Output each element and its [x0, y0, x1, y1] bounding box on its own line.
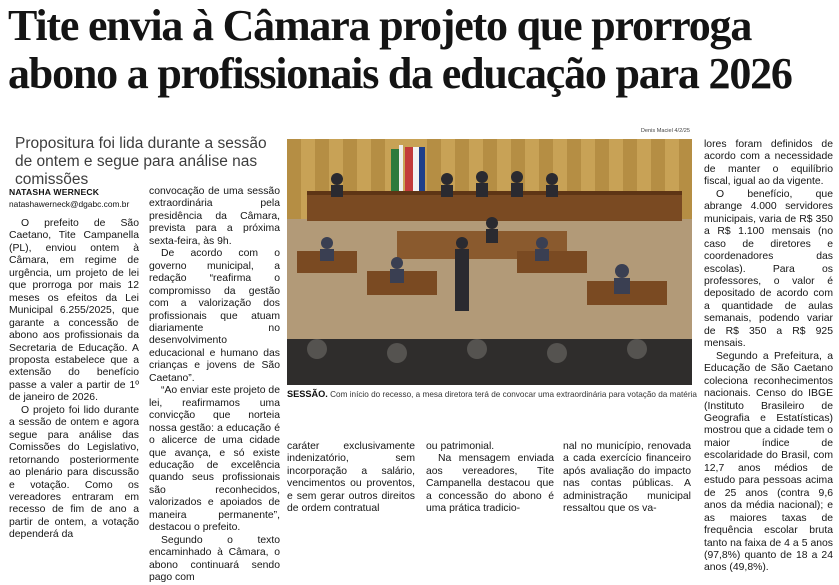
article-column-3: [287, 441, 415, 516]
paragraph: Segundo a Prefeitura, a Educação de São Caetano coleciona reconhecimentos nacionais. Censo do IBGE (Instituto Brasileiro de Geografia e Estatísticas) mostrou que a cidade tem o maior índice de escolaridade do Brasil, com 12,7 anos médios de estudo para pessoas acima de 25 anos (contra 9,6 anos da média nacional); e as maiores taxas de frequência escolar bruta tanto na faixa de 4 a 5 anos (97,8%) quanto de 18 a 24 anos (49,8%).: [704, 350, 833, 574]
paragraph: ou patrimonial.: [426, 441, 495, 452]
paragraph: De acordo com o governo municipal, a redação “reafirma o compromisso da gestão com a valorização dos profissionais que atuam diariamente no desenvolvimento educacional e humano das crianças e jovens de São Caetano”.: [149, 248, 280, 384]
photo-caption: [287, 389, 697, 400]
article-column-4: [426, 441, 554, 516]
headline: [8, 2, 834, 98]
paragraph: O prefeito de São Caetano, Tite Campanella (PL), enviou ontem à Câmara, em regime de urgência, um projeto de lei que prorroga por mais 12 meses os efeitos da Lei Municipal 6.255/2025, que garante a concessão de abono aos profissionais da Secretaria de Educação. A proposta estabelece que a extensão do benefício passe a valer a partir de 1º de janeiro de 2026.: [9, 218, 139, 404]
paragraph: caráter exclusivamente indenizatório, sem incorporação a salário, vencimentos ou proventos, e sem gerar outros direitos de ordem contratual: [287, 441, 415, 515]
paragraph: O benefício, que abrange 4.000 servidores municipais, varia de R$ 350 a R$ 1.100 mensais (no caso de diretores e coordenadores das escolas). Para os professores, o valor é depositado de acordo com a quantidade de aulas semanais, podendo variar de R$ 350 a R$ 925 mensais.: [704, 188, 833, 350]
paragraph: lores foram definidos de acordo com a necessidade de manter o equilíbrio fiscal, igual ao da vigente.: [704, 139, 833, 188]
council-session-photo: [287, 139, 692, 385]
article-column-5: [563, 441, 691, 516]
paragraph: convocação de uma sessão extraordinária pela presidência da Câmara, prevista para a próxima sexta-feira, às 9h.: [149, 186, 280, 247]
byline-email: natashawerneck@dgabc.com.br: [9, 199, 130, 209]
caption-text: Com início do recesso, a mesa diretora terá de convocar uma extraordinária para votação da matéria: [327, 390, 697, 399]
paragraph: “Ao enviar este projeto de lei, reafirmamos uma convicção que norteia nossa gestão: a educação é o alicerce de uma cidade que avança, e só existe educação de excelência quando seus profissionais são reconhecidos, valorizados e apoiados de maneira permanente”, destacou o prefeito.: [149, 385, 280, 534]
subheadline: Propositura foi lida durante a sessão de ontem e segue para análise nas comissões: [15, 135, 267, 188]
headline-line-2: abono a profissionais da educação para 2026: [8, 49, 792, 98]
photo-credit: Denis Maciel 4/2/25: [640, 128, 690, 134]
paragraph: Na mensagem enviada aos vereadores, Tite Campanella destacou que a concessão do abono é uma prática tradicio-: [426, 453, 554, 515]
paragraph: Segundo o texto encaminhado à Câmara, o abono continuará sendo pago com: [149, 534, 280, 584]
byline: [9, 187, 139, 209]
article-column-1: [9, 218, 139, 542]
article-column-2: [149, 186, 280, 585]
byline-author: NATASHA WERNECK: [9, 187, 100, 197]
caption-label: SESSÃO.: [287, 389, 328, 399]
paragraph: O projeto foi lido durante a sessão de ontem e agora segue para análise das Comissões do Legislativo, retornando posteriormente ao plenário para discussão e votação. Como os vereadores entraram em recesso de fim de ano a partir de ontem, a votação dependerá da: [9, 404, 139, 541]
paragraph: nal no município, renovada a cada exercício financeiro após avaliação do impacto nas contas públicas. A administração municipal ressaltou que os va-: [563, 441, 691, 515]
article-column-6: [704, 139, 833, 575]
headline-line-1: Tite envia à Câmara projeto que prorroga: [8, 1, 752, 50]
council-chamber-illustration: [287, 139, 692, 385]
